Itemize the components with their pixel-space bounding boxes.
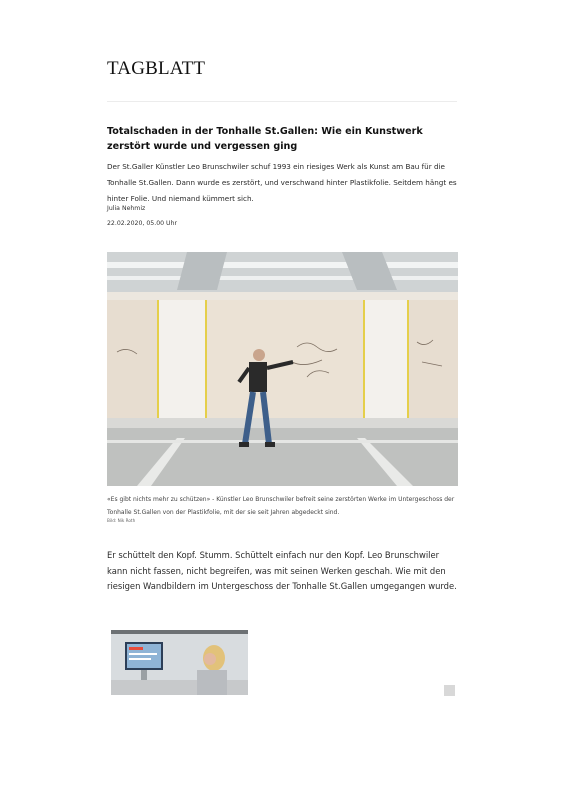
- hero-image[interactable]: [107, 252, 458, 486]
- scroll-to-top-button[interactable]: [444, 685, 455, 696]
- site-logo[interactable]: TAGBLATT: [107, 58, 206, 79]
- ad-image[interactable]: [111, 630, 248, 695]
- article-author[interactable]: Julia Nehmiz: [107, 205, 146, 212]
- header-divider: [107, 101, 457, 102]
- article-body-paragraph: Er schüttelt den Kopf. Stumm. Schüttelt einfach nur den Kopf. Leo Brunschwiler kann nicht fassen, nicht begreifen, was mit seinen Werken geschah. Wie mit den riesigen Wandbildern im Untergeschoss der Tonhalle St.Gallen umgegangen wurde.: [107, 550, 457, 592]
- article-headline: Totalschaden in der Tonhalle St.Gallen: Wie ein Kunstwerk zerstört wurde und vergessen ging: [107, 126, 423, 152]
- image-credit: Bild: Nik Roth: [107, 518, 136, 523]
- article-lead: Der St.Galler Künstler Leo Brunschwiler schuf 1993 ein riesiges Werk als Kunst am Bau für die Tonhalle St.Gallen. Dann wurde es zerstört, und verschwand hinter Plastikfolie. Seitdem hängt es hinter Folie. Und niemand kümmert sich.: [107, 162, 457, 203]
- image-caption: «Es gibt nichts mehr zu schützen» - Künstler Leo Brunschwiler befreit seine zerstörten Werke im Untergeschoss der Tonhalle St.Gallen von der Plastikfolie, mit der sie seit Jahren abgedeckt sind.: [107, 496, 455, 516]
- article-date: 22.02.2020, 05.00 Uhr: [107, 220, 178, 227]
